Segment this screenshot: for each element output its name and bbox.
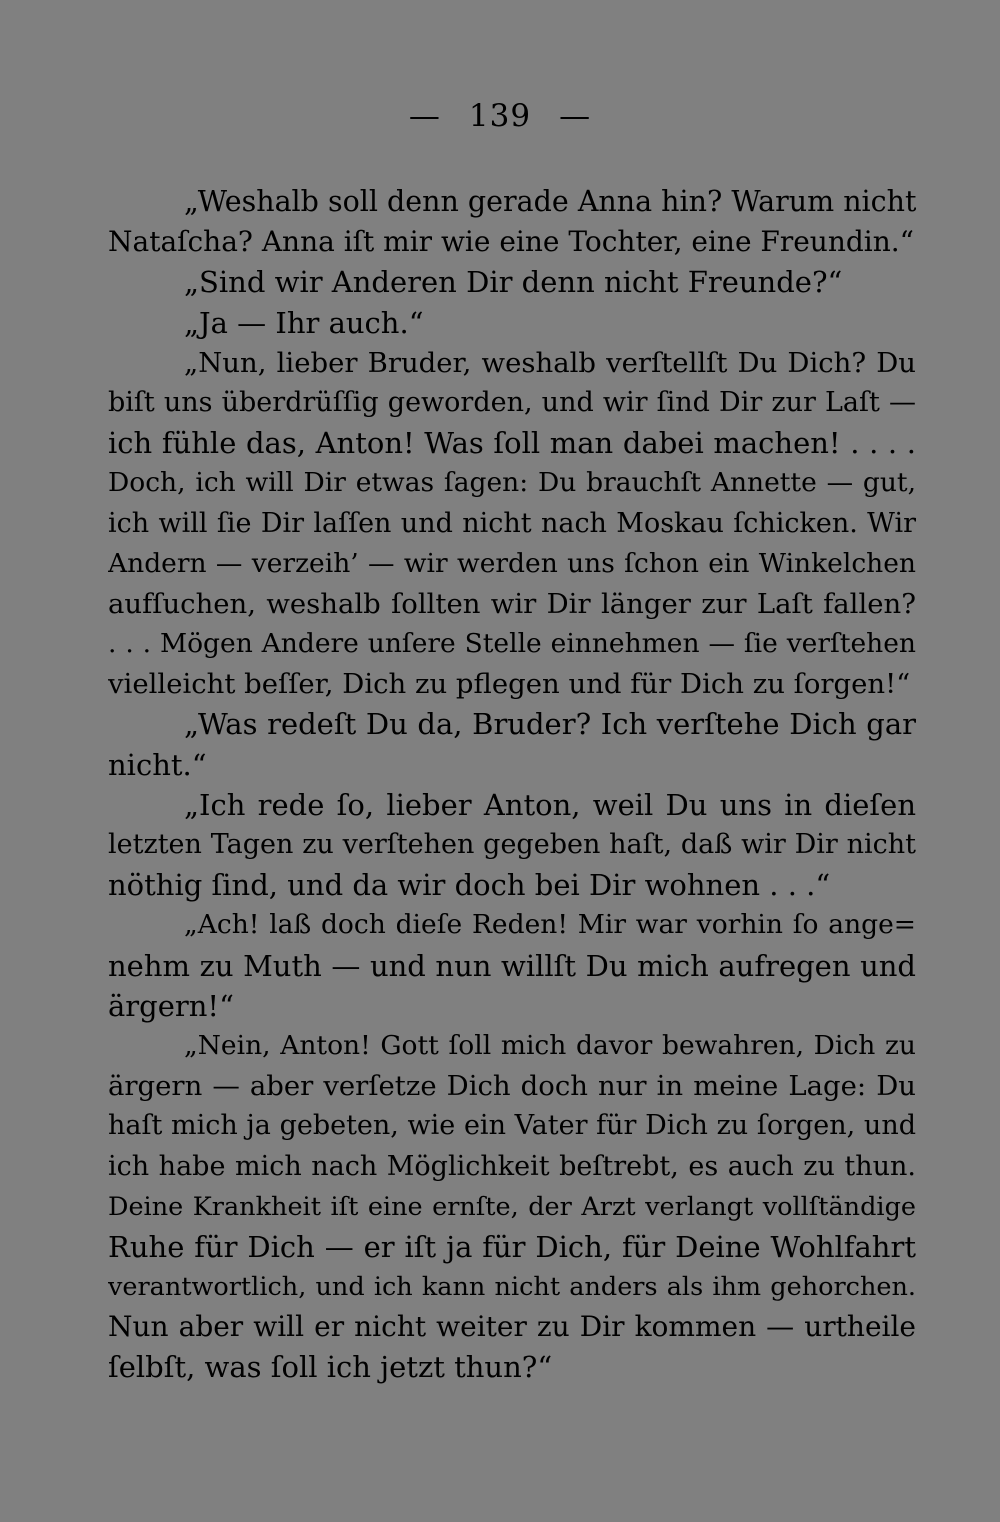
page-text-body [108,182,916,1388]
text-line: Ruhe für Dich — er iſt ja für Dich, für Deine Wohlfahrt [108,1229,916,1264]
text-line: letzten Tagen zu verſtehen gegeben haſt, daß wir Dir nicht [108,829,916,860]
text-line: „Was redeſt Du da, Bruder? Ich verſtehe Dich gar [184,707,916,742]
text-line: ſelbſt, was ſoll ich jetzt thun?“ [108,1350,553,1385]
text-line: Doch, ich will Dir etwas ſagen: Du brauchſt Annette — gut, [108,467,916,499]
text-line: Andern — verzeih’ — wir werden uns ſchon ein Winkelchen [108,547,916,579]
page-number-dash-right: — [559,98,592,134]
text-line: verantwortlich, und ich kann nicht anders als ihm gehorchen. [108,1272,916,1303]
page-number-header [0,98,1000,134]
text-line: Nun aber will er nicht weiter zu Dir kommen — urtheile [108,1310,916,1344]
text-line: vielleicht beſſer, Dich zu pflegen und für Dich zu ſorgen!“ [108,668,911,701]
text-line: Deine Krankheit iſt eine ernſte, der Arzt verlangt vollſtändige [108,1191,916,1222]
text-line: „Sind wir Anderen Dir denn nicht Freunde?“ [184,265,843,300]
text-line: biſt uns überdrüſſig geworden, und wir ſind Dir zur Laſt — [108,386,916,418]
text-line: nicht.“ [108,747,207,782]
text-line: Nataſcha? Anna iſt mir wie eine Tochter, eine Freundin.“ [108,225,914,259]
text-line: haſt mich ja gebeten, wie ein Vater für Dich zu ſorgen, und [108,1110,916,1142]
text-line: ärgern — aber verſetze Dich doch nur in meine Lage: Du [108,1070,916,1103]
text-line: ärgern!“ [108,988,234,1023]
text-line: . . . Mögen Andere unſere Stelle einnehmen — ſie verſtehen [108,628,916,660]
text-line: ich fühle das, Anton! Was ſoll man dabei machen! . . . . [108,426,916,461]
text-line: „Nein, Anton! Gott ſoll mich davor bewahren, Dich zu [184,1029,916,1061]
text-line: „Weshalb soll denn gerade Anna hin? Warum nicht [184,185,916,218]
text-line: „Ich rede ſo, lieber Anton, weil Du uns in dieſen [184,787,916,822]
text-line: ich will ſie Dir laſſen und nicht nach Moskau ſchicken. Wir [108,507,916,539]
text-line: nöthig ſind, und da wir doch bei Dir wohnen . . .“ [108,868,831,903]
text-line: ich habe mich nach Möglichkeit beſtrebt, es auch zu thun. [108,1150,916,1182]
text-line: nehm zu Muth — und nun willſt Du mich aufregen und [108,948,916,983]
text-line: „Ja — Ihr auch.“ [184,305,424,340]
text-line: „Ach! laß doch dieſe Reden! Mir war vorhin ſo ange= [184,909,916,941]
text-line: „Nun, lieber Bruder, weshalb verſtellſt Du Dich? Du [184,346,916,379]
page-number-dash-left: — [408,98,441,134]
page-number: 139 [468,98,532,134]
text-line: aufſuchen, weshalb ſollten wir Dir länger zur Laſt fallen? [108,587,916,620]
